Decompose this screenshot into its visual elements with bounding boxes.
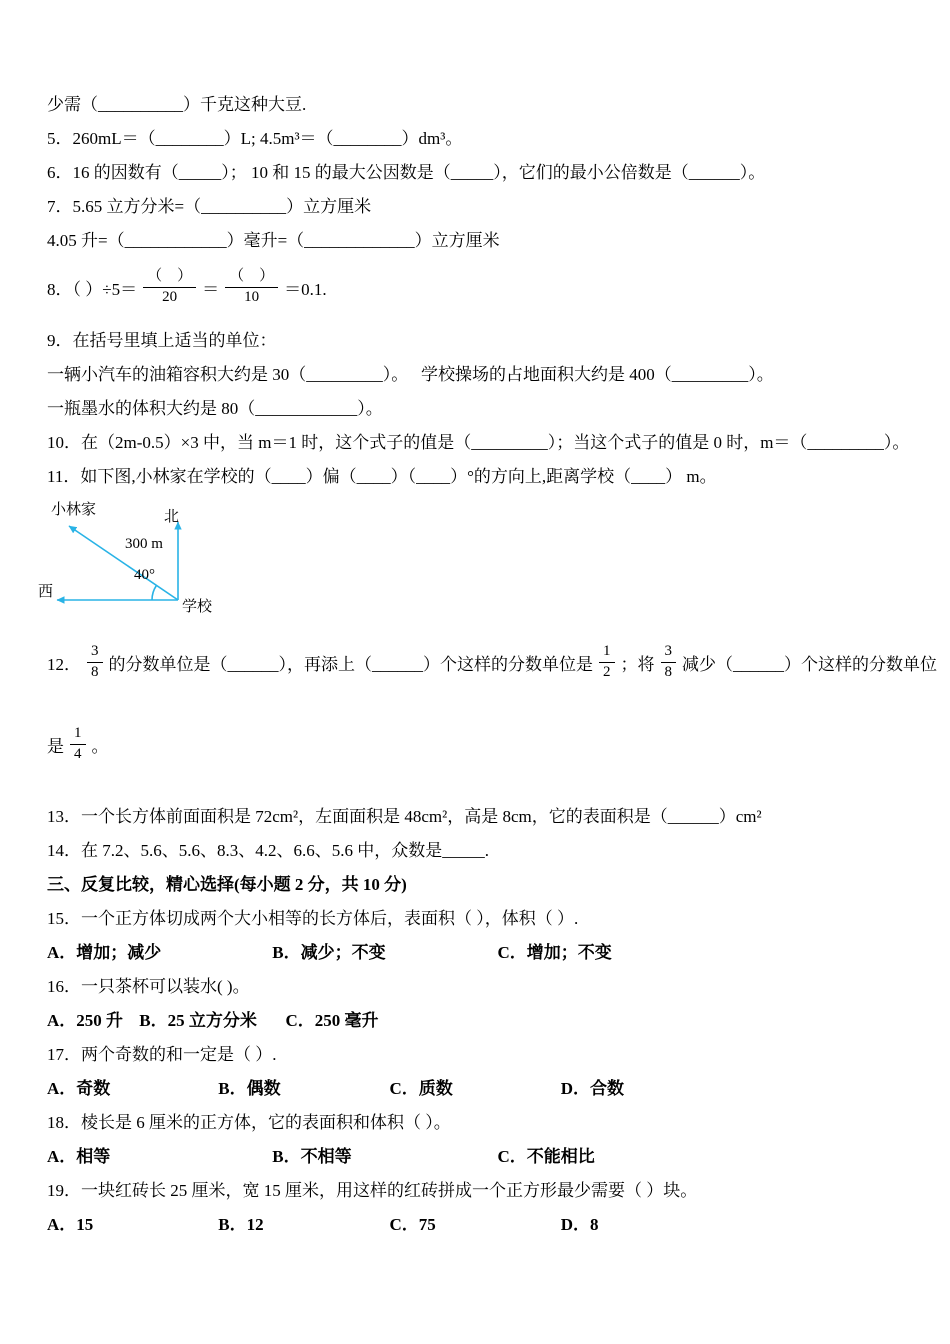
- q8-fraction-2: [225, 267, 278, 307]
- question-11: 11．如下图,小林家在学校的（____）偏（____）（____）°的方向上,距离学校（____） m。: [47, 467, 717, 486]
- q18-option-b: B．不相等: [272, 1147, 352, 1166]
- q8-fraction-2-numerator: （ ）: [225, 267, 278, 288]
- direction-diagram-svg: [33, 494, 273, 624]
- q8-prefix: 8．（ ）÷5＝: [47, 279, 138, 299]
- question-9-line3: 一瓶墨水的体积大约是 80（____________）。: [47, 399, 383, 418]
- question-18: 18．棱长是 6 厘米的正方体，它的表面积和体积（ ）。: [47, 1113, 451, 1132]
- home-label: 小林家: [51, 502, 97, 518]
- question-8: [47, 258, 912, 316]
- q17-option-b: B．偶数: [218, 1079, 281, 1098]
- q12-number: 12．: [47, 654, 81, 674]
- q12-text-d: 是: [47, 736, 64, 756]
- q12-f14-denominator: 4: [74, 745, 82, 762]
- q19-option-c: C．75: [389, 1215, 436, 1234]
- section-3-heading: 三、反复比较，精心选择(每小题 2 分，共 10 分): [47, 875, 407, 894]
- q12-text-a: 的分数单位是（______），再添上（______）个这样的分数单位是: [108, 654, 593, 674]
- q12-text-c: 减少（______）个这样的分数单位: [682, 654, 937, 674]
- q19-option-b: B．12: [218, 1215, 264, 1234]
- q8-suffix: ＝0.1.: [284, 279, 327, 299]
- q17-option-c: C．质数: [389, 1079, 453, 1098]
- question-12-line1: [47, 636, 937, 688]
- question-14: 14．在 7.2、5.6、5.6、8.3、4.2、6.6、5.6 中，众数是_____.: [47, 841, 489, 860]
- question-9: 9．在括号里填上适当的单位：: [47, 331, 277, 350]
- q8-fraction-1-denominator: 20: [162, 288, 178, 305]
- q18-option-c: C．不能相比: [497, 1147, 595, 1166]
- q19-option-a: A．15: [47, 1215, 94, 1234]
- question-17-options: [47, 1072, 912, 1106]
- q12-f14-numerator: 1: [70, 724, 86, 745]
- question-15: 15．一个正方体切成两个大小相等的长方体后，表面积（ ），体积（ ）.: [47, 909, 579, 928]
- q12-fraction-3-8: [87, 642, 103, 682]
- direction-diagram: [33, 494, 912, 624]
- angle-label: 40°: [134, 567, 155, 583]
- q17-option-a: A．奇数: [47, 1079, 111, 1098]
- q19-option-d: D．8: [560, 1215, 599, 1234]
- q12-fraction-3-8-second: [661, 642, 677, 682]
- q18-option-a: A．相等: [47, 1147, 111, 1166]
- q12-f12-numerator: 1: [599, 642, 615, 663]
- q16-option-c: C．250 毫升: [285, 1011, 379, 1030]
- q12-f38-numerator: 3: [87, 642, 103, 663]
- question-12-line2: [47, 718, 912, 770]
- north-label: 北: [164, 509, 180, 525]
- q12-f38-denominator: 8: [91, 663, 99, 680]
- distance-label: 300 m: [125, 536, 163, 552]
- question-10: 10．在（2m-0.5）×3 中，当 m＝1 时，这个式子的值是（_________）；当这个式子的值是 0 时，m＝（_________）。: [47, 433, 910, 452]
- question-19-options: [47, 1208, 912, 1242]
- q8-fraction-1-numerator: （ ）: [143, 267, 196, 288]
- q16-option-a: A．250 升: [47, 1011, 124, 1030]
- q12-f38b-denominator: 8: [664, 663, 672, 680]
- q15-option-b: B．减少；不变: [272, 943, 386, 962]
- question-16: 16．一只茶杯可以装水( )。: [47, 977, 250, 996]
- q17-option-d: D．合数: [560, 1079, 625, 1098]
- question-13: 13．一个长方体前面面积是 72cm²，左面面积是 48cm²，高是 8cm，它的表面积是（______）cm²: [47, 807, 762, 826]
- q12-f12-denominator: 2: [603, 663, 611, 680]
- question-7-line2: 4.05 升=（____________）毫升=（_____________）立方厘米: [47, 231, 500, 250]
- q15-option-c: C．增加；不变: [497, 943, 612, 962]
- question-16-options: [47, 1004, 912, 1038]
- q12-fraction-1-2: [599, 642, 615, 682]
- q8-fraction-2-denominator: 10: [244, 288, 260, 305]
- question-7-line1: 7．5.65 立方分米=（__________）立方厘米: [47, 197, 372, 216]
- q12-text-e: 。: [91, 736, 109, 756]
- question-15-options: [47, 936, 912, 970]
- q12-text-b: ；将: [620, 654, 655, 674]
- angle-arc: [152, 586, 156, 601]
- q12-f38b-numerator: 3: [661, 642, 677, 663]
- question-6: 6．16 的因数有（_____）； 10 和 15 的最大公因数是（_____），它们的最小公倍数是（______）。: [47, 163, 766, 182]
- west-label: 西: [38, 584, 54, 600]
- q15-option-a: A．增加；减少: [47, 943, 162, 962]
- question-9-line2: 一辆小汽车的油箱容积大约是 30（_________）。 学校操场的占地面积大约是 400（_________）。: [47, 365, 774, 384]
- question-17: 17．两个奇数的和一定是（ ）.: [47, 1045, 277, 1064]
- q8-fraction-1: [143, 267, 196, 307]
- question-18-options: [47, 1140, 912, 1174]
- school-label: 学校: [182, 599, 213, 615]
- q8-equals-1: ＝: [202, 279, 220, 299]
- question-4-continuation: 少需（__________）千克这种大豆.: [47, 95, 307, 114]
- question-5: 5．260mL＝（________）L; 4.5m³＝（________）dm³。: [47, 129, 463, 148]
- q12-fraction-1-4: [70, 724, 86, 764]
- question-19: 19．一块红砖长 25 厘米，宽 15 厘米，用这样的红砖拼成一个正方形最少需要（ ）块。: [47, 1181, 698, 1200]
- q16-option-b: B．25 立方分米: [139, 1011, 257, 1030]
